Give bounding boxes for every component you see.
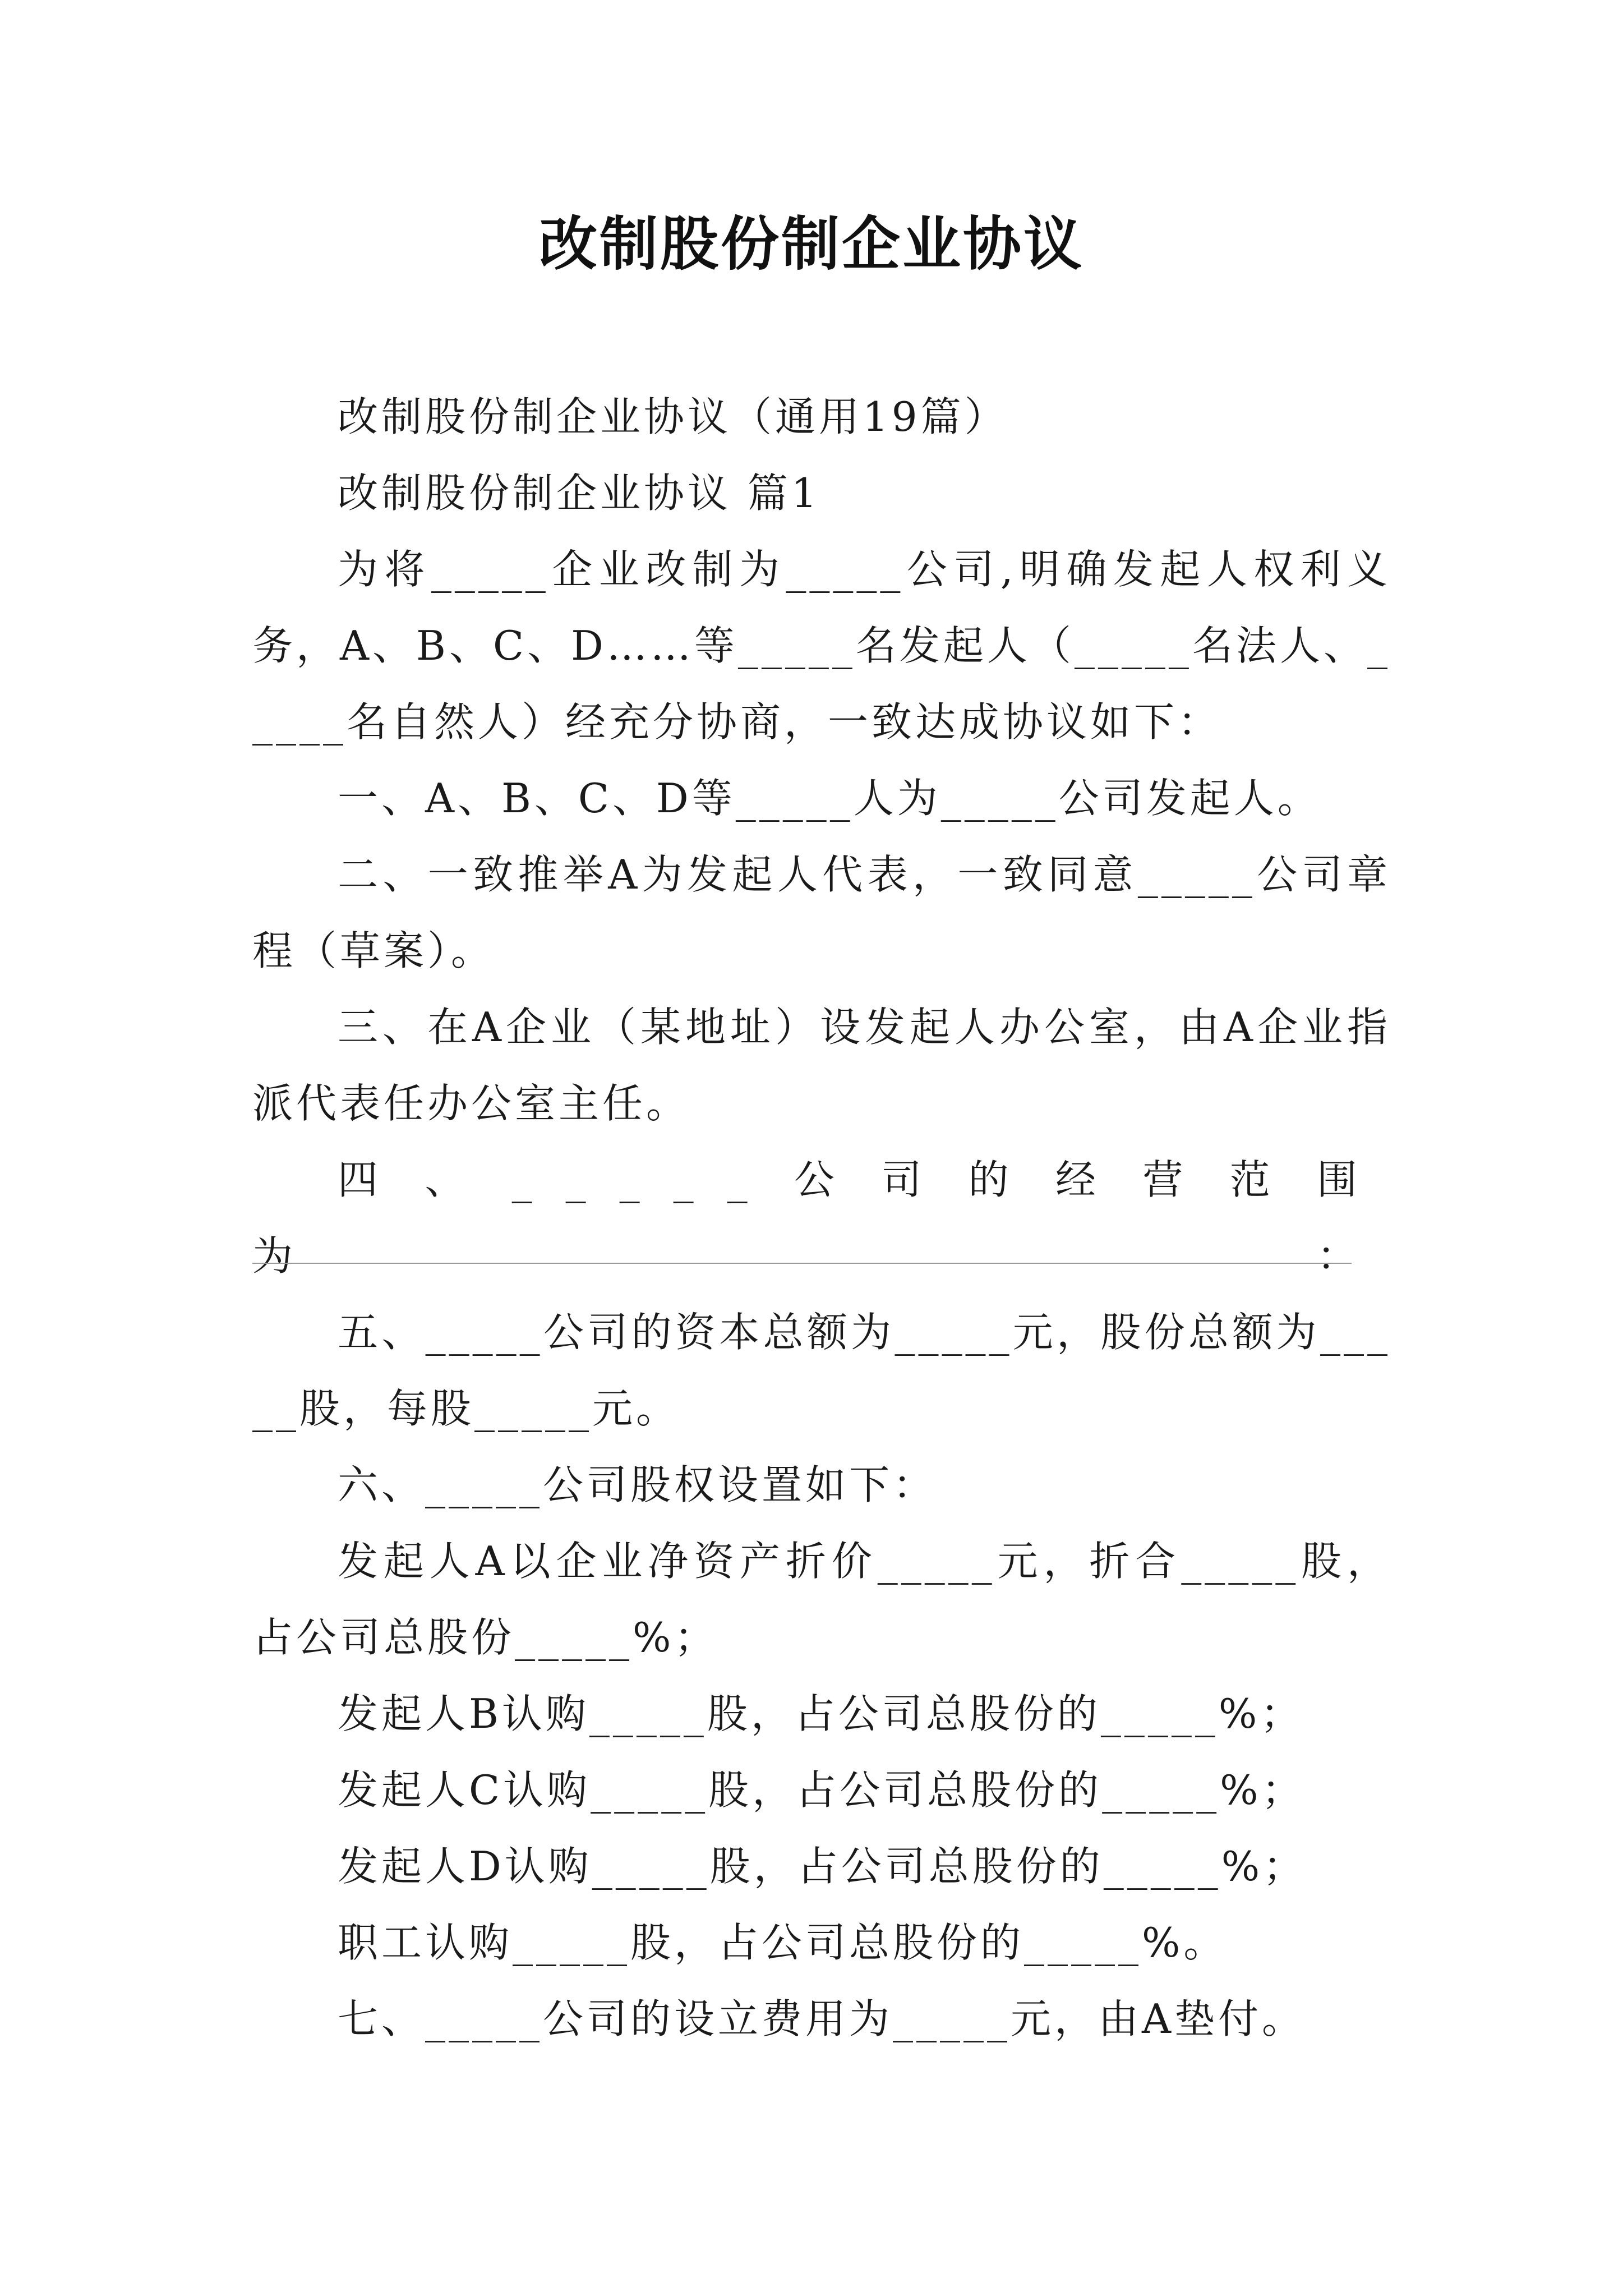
clause-4: 四、_____公司的经营范围为：: [252, 1156, 1391, 1280]
preamble-paragraph: 为将_____企业改制为_____公司,明确发起人权利义务，A、B、C、D……等_____名发起人（_____名法人、_____名自然人）经充分协商，一致达成协议如下：: [252, 546, 1391, 746]
clause-1: 一、A、B、C、D等_____人为_____公司发起人。: [338, 775, 1321, 822]
clause-6: 六、_____公司股权设置如下：: [338, 1461, 937, 1508]
clause-7: 七、_____公司的设立费用为_____元，由A垫付。: [338, 1995, 1306, 2042]
clause-3: 三、在A企业（某地址）设发起人办公室，由A企业指派代表任办公室主任。: [252, 1004, 1391, 1127]
equity-item-staff: 职工认购_____股，占公司总股份的_____%。: [338, 1919, 1228, 1966]
clause-2: 二、一致推举A为发起人代表，一致同意_____公司章程（草案）。: [252, 851, 1391, 974]
document-subtitle: 改制股份制企业协议（通用19篇）: [338, 393, 1008, 440]
equity-item-c: 发起人C认购_____股，占公司总股份的_____%；: [338, 1766, 1306, 1814]
business-scope-fill-line: [252, 1218, 1391, 1294]
document-body: [252, 379, 1391, 2057]
section-heading: 改制股份制企业协议 篇1: [338, 470, 820, 517]
document-title: 改制股份制企业协议: [538, 210, 1084, 278]
equity-item-b: 发起人B认购_____股，占公司总股份的_____%；: [338, 1690, 1304, 1737]
equity-item-a: 发起人A以企业净资产折价_____元，折合_____股，占公司总股份_____%；: [252, 1538, 1391, 1661]
clause-5: 五、_____公司的资本总额为_____元，股份总额为_____股，每股_____元。: [252, 1309, 1391, 1432]
equity-item-d: 发起人D认购_____股，占公司总股份的_____%；: [338, 1843, 1307, 1890]
